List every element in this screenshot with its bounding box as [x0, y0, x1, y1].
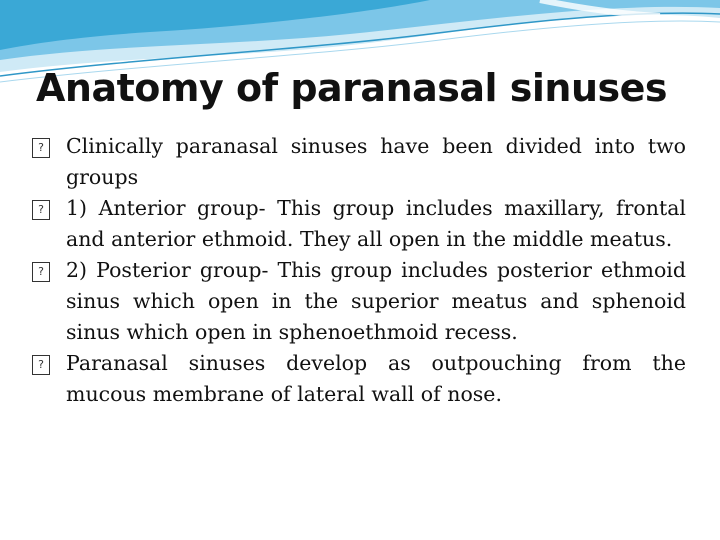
bullet-icon: ?: [32, 355, 50, 375]
slide-body: [32, 131, 686, 410]
bullet-icon: ?: [32, 200, 50, 220]
list-item-text: 2) Posterior group- This group includes posterior ethmoid sinus which open in the superior meatus and sphenoid sinus which open in sphenoethmoid recess.: [66, 258, 686, 344]
list-item: [32, 255, 686, 348]
list-item: [32, 131, 686, 193]
list-item: [32, 193, 686, 255]
list-item-text: Paranasal sinuses develop as outpouching from the mucous membrane of lateral wall of nose.: [66, 351, 686, 406]
list-item-text: 1) Anterior group- This group includes maxillary, frontal and anterior ethmoid. They all open in the middle meatus.: [66, 196, 686, 251]
bullet-icon: ?: [32, 138, 50, 158]
bullet-icon: ?: [32, 262, 50, 282]
list-item: [32, 348, 686, 410]
slide-title: Anatomy of paranasal sinuses: [36, 66, 668, 110]
list-item-text: Clinically paranasal sinuses have been divided into two groups: [66, 134, 686, 189]
